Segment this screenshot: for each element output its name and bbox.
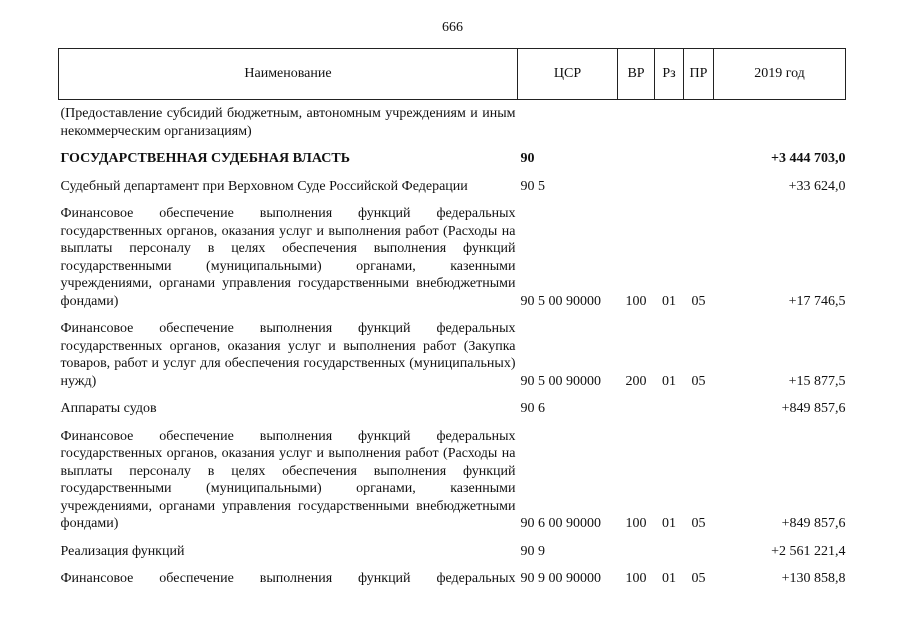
cell-vr [618,538,655,566]
header-name: Наименование [59,49,518,100]
cell-csr: 90 9 00 90000 [520,571,601,586]
cell-value: +3 444 703,0 [771,151,846,166]
table-row [59,538,846,566]
cell-rz [655,173,684,201]
cell-csr: 90 5 [520,178,545,194]
table-row [59,423,846,538]
cell-pr: 05 [691,373,706,389]
cell-rz [655,100,684,146]
header-pr: ПР [684,49,714,100]
cell-name: Финансовое обеспечение выполнения функций федеральных [60,571,516,586]
table-row [59,145,846,173]
cell-value: +15 877,5 [788,373,846,389]
cell-csr: 90 5 00 90000 [520,373,601,389]
cell-pr [684,538,714,566]
cell-name: Финансовое обеспечение выполнения функций федеральных государственных органов, оказания услуг и выполнения работ (Закупка товаров, работ и услуг для обеспечения государственных (муниципальных) нужд) [60,321,516,389]
cell-vr [618,173,655,201]
header-year: 2019 год [714,49,846,100]
table-body [59,100,846,593]
cell-value: +2 561 221,4 [771,543,846,559]
cell-name: Финансовое обеспечение выполнения функций федеральных государственных органов, оказания услуг и выполнения работ (Расходы на выплаты персоналу в целях обеспечения выполнения функций государственными (муниципальными) органами, казенными учреждениями, органами управления государственными внебюджетными фондами) [60,206,516,309]
cell-csr: 90 6 00 90000 [520,516,601,531]
cell-pr [684,395,714,423]
table-row [59,565,846,593]
cell-name: Финансовое обеспечение выполнения функций федеральных государственных органов, оказания услуг и выполнения работ (Расходы на выплаты персоналу в целях обеспечения выполнения функций государственными (муниципальными) органами, казенными учреждениями, органами управления государственными внебюджетными фондами) [60,428,516,531]
cell-vr [618,100,655,146]
cell-rz: 01 [662,571,676,586]
cell-pr: 05 [691,293,706,309]
table-row [59,200,846,315]
cell-pr: 05 [691,571,706,586]
cell-name: ГОСУДАРСТВЕННАЯ СУДЕБНАЯ ВЛАСТЬ [60,151,350,166]
cell-value [714,100,846,146]
cell-rz [655,145,684,173]
cell-pr [684,145,714,173]
cell-vr: 100 [625,293,647,309]
budget-table [58,48,846,593]
cell-name: Аппараты судов [60,401,157,416]
cell-vr: 100 [625,516,647,531]
cell-vr: 100 [625,571,647,586]
cell-value: +849 857,6 [781,401,846,416]
cell-value: +130 858,8 [781,571,846,586]
cell-rz: 01 [662,516,676,531]
cell-rz: 01 [662,293,676,309]
cell-csr: 90 5 00 90000 [520,293,601,309]
cell-rz [655,395,684,423]
cell-rz: 01 [662,373,676,389]
header-vr: ВР [618,49,655,100]
header-csr: ЦСР [518,49,618,100]
cell-pr [684,173,714,201]
table-row [59,100,846,146]
cell-value: +17 746,5 [788,293,846,309]
table-header-row [59,49,846,100]
table-row [59,173,846,201]
cell-name: Судебный департамент при Верховном Суде Российской Федерации [60,178,468,194]
cell-pr: 05 [691,516,706,531]
cell-name: Реализация функций [60,543,185,559]
cell-value: +33 624,0 [788,178,846,194]
cell-value: +849 857,6 [781,516,846,531]
cell-csr: 90 6 [520,401,545,416]
table-row [59,395,846,423]
cell-csr: 90 [520,151,535,166]
cell-csr: 90 9 [520,543,545,559]
cell-pr [684,100,714,146]
cell-name: (Предоставление субсидий бюджетным, автономным учреждениям и иным некоммерческим организациям) [60,106,516,139]
header-rz: Рз [655,49,684,100]
cell-vr: 200 [625,373,647,389]
cell-vr [618,145,655,173]
cell-vr [618,395,655,423]
cell-csr [518,100,618,146]
table-row [59,315,846,395]
cell-rz [655,538,684,566]
page-number: 666 [442,20,463,35]
